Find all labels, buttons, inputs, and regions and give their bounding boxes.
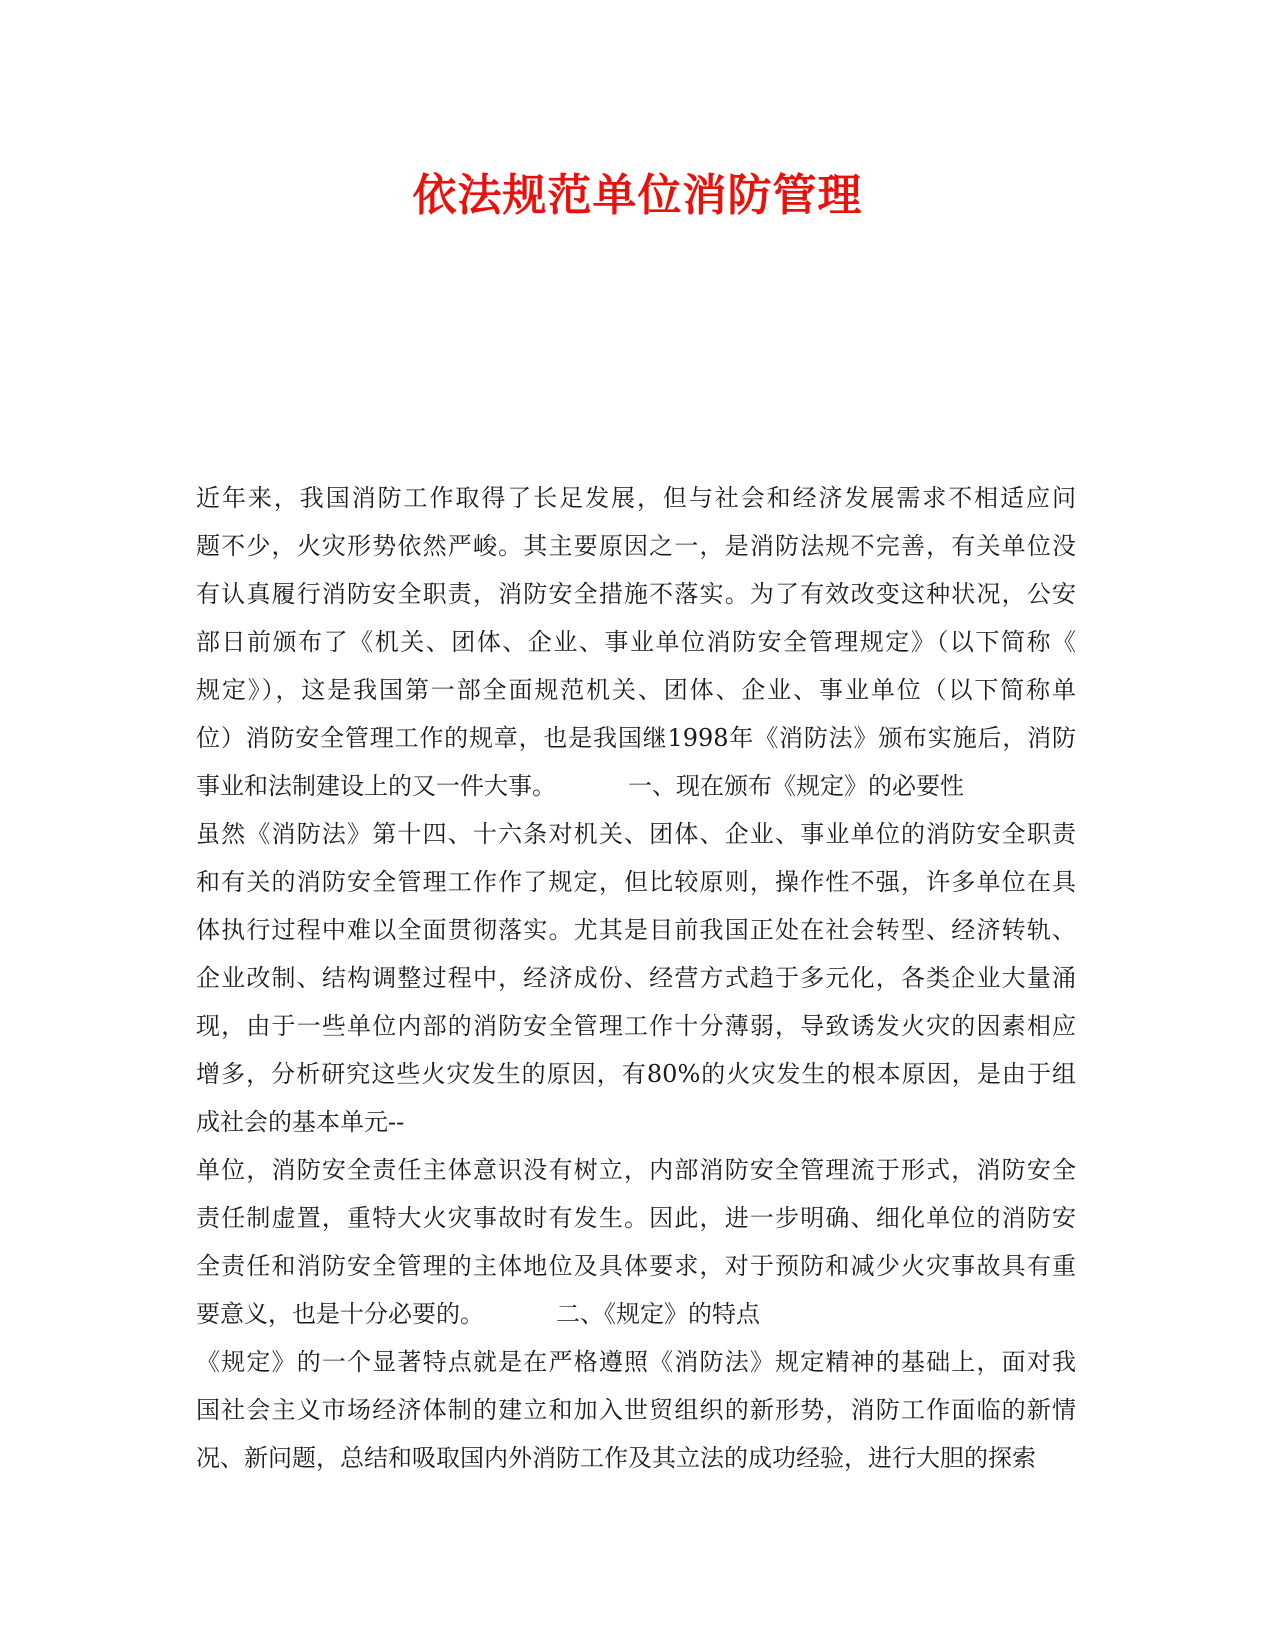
line-text: 《规定》的一个显著特点就是在严格遵照《消防法》规定精神的基础上，面对我 — [196, 1348, 1076, 1376]
text-line — [196, 954, 1076, 1002]
line-text: 现，由于一些单位内部的消防安全管理工作十分薄弱，导致诱发火灾的因素相应 — [196, 1012, 1076, 1040]
text-line — [196, 1194, 1076, 1242]
line-text: 责任制虚置，重特大火灾事故时有发生。因此，进一步明确、细化单位的消防安 — [196, 1204, 1076, 1232]
line-text: 增多，分析研究这些火灾发生的原因，有80%的火灾发生的根本原因，是由于组 — [196, 1060, 1076, 1088]
line-text: 企业改制、结构调整过程中，经济成份、经营方式趋于多元化，各类企业大量涌 — [196, 964, 1076, 992]
line-text: 部日前颁布了《机关、团体、企业、事业单位消防安全管理规定》（以下简称《 — [196, 628, 1076, 656]
line-text: 规定》），这是我国第一部全面规范机关、团体、企业、事业单位（以下简称单 — [196, 676, 1076, 704]
section-heading: 二、《规定》的特点 — [556, 1300, 760, 1328]
line-text: 题不少，火灾形势依然严峻。其主要原因之一，是消防法规不完善，有关单位没 — [196, 532, 1076, 560]
text-line — [196, 1242, 1076, 1290]
line-text: 近年来，我国消防工作取得了长足发展，但与社会和经济发展需求不相适应问 — [196, 484, 1076, 512]
text-line — [196, 1002, 1076, 1050]
line-text: 体执行过程中难以全面贯彻落实。尤其是目前我国正处在社会转型、经济转轨、 — [196, 916, 1076, 944]
line-text: 要意义，也是十分必要的。 — [196, 1300, 484, 1328]
line-text: 虽然《消防法》第十四、十六条对机关、团体、企业、事业单位的消防安全职责 — [196, 820, 1076, 848]
text-line — [196, 474, 1076, 522]
text-line — [196, 762, 1076, 810]
section-heading: 一、现在颁布《规定》的必要性 — [628, 772, 964, 800]
line-text: 况、新问题，总结和吸取国内外消防工作及其立法的成功经验，进行大胆的探索 — [196, 1444, 1036, 1472]
line-text: 单位，消防安全责任主体意识没有树立，内部消防安全管理流于形式，消防安全 — [196, 1156, 1076, 1184]
text-line — [196, 906, 1076, 954]
document-title: 依法规范单位消防管理 — [412, 170, 863, 221]
text-line — [196, 1434, 1076, 1482]
text-line — [196, 1050, 1076, 1098]
line-text: 全责任和消防安全管理的主体地位及具体要求，对于预防和减少火灾事故具有重 — [196, 1252, 1076, 1280]
text-line — [196, 858, 1076, 906]
text-line — [196, 1290, 1076, 1338]
text-line — [196, 666, 1076, 714]
line-text: 和有关的消防安全管理工作作了规定，但比较原则，操作性不强，许多单位在具 — [196, 868, 1076, 896]
text-line — [196, 714, 1076, 762]
line-text: 成社会的基本单元-- — [196, 1108, 405, 1136]
text-line — [196, 810, 1076, 858]
line-text: 事业和法制建设上的又一件大事。 — [196, 772, 556, 800]
text-line — [196, 1098, 1076, 1146]
text-line — [196, 1386, 1076, 1434]
document-body — [196, 474, 1076, 1482]
text-line — [196, 618, 1076, 666]
text-line — [196, 570, 1076, 618]
line-text: 位）消防安全管理工作的规章，也是我国继1998年《消防法》颁布实施后，消防 — [196, 724, 1076, 752]
text-line — [196, 1338, 1076, 1386]
text-line — [196, 522, 1076, 570]
text-line — [196, 1146, 1076, 1194]
line-text: 国社会主义市场经济体制的建立和加入世贸组织的新形势，消防工作面临的新情 — [196, 1396, 1076, 1424]
line-text: 有认真履行消防安全职责，消防安全措施不落实。为了有效改变这种状况，公安 — [196, 580, 1076, 608]
